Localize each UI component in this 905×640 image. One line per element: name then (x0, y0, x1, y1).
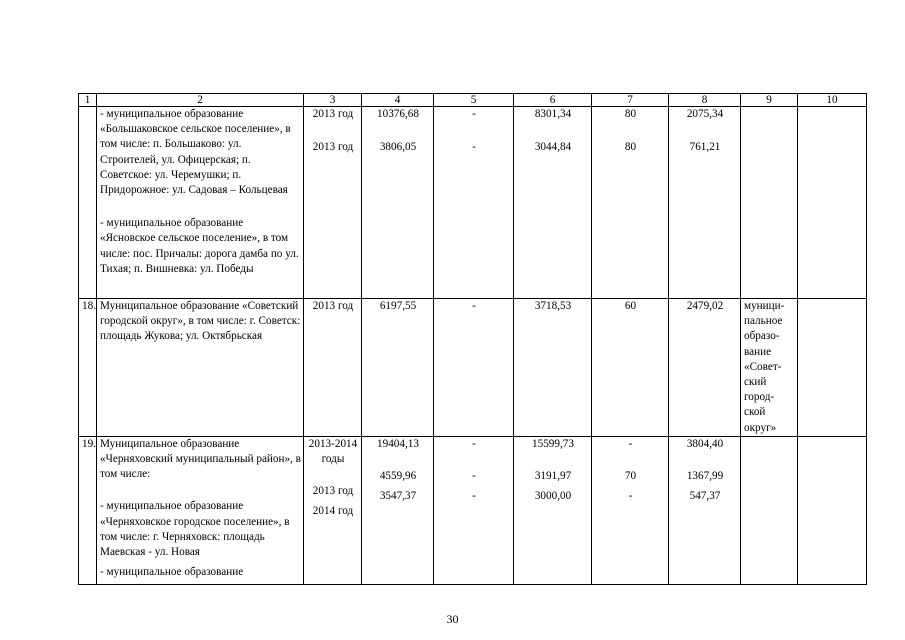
col5-value: - (472, 437, 476, 450)
period-cell (304, 436, 362, 584)
col7-value: - (628, 490, 633, 503)
total-cell (362, 436, 434, 584)
total-value: 3547,37 (379, 490, 417, 503)
col8-value: 547,37 (689, 490, 721, 503)
period: 2013 год (312, 141, 354, 154)
recipient-cell (741, 107, 798, 299)
col7-value: 80 (624, 108, 637, 120)
col6-value: 3000,00 (534, 490, 572, 503)
total-value: 3806,05 (379, 141, 417, 154)
header-cell: 2 (97, 94, 304, 107)
total-cell (362, 107, 434, 299)
col7-cell (592, 299, 669, 437)
table-row (79, 107, 867, 299)
total-value: 10376,68 (377, 108, 419, 120)
col7-cell (592, 436, 669, 584)
col8-value: 2075,34 (686, 108, 724, 120)
table-row (79, 299, 867, 437)
col8-cell (669, 107, 741, 299)
header-cell: 8 (669, 94, 741, 107)
period-cell (304, 107, 362, 299)
col6-value: 15599,73 (532, 437, 574, 450)
col5-value: - (472, 300, 476, 312)
col5-value: - (472, 108, 476, 120)
header-cell: 1 (79, 94, 97, 107)
header-cell: 3 (304, 94, 362, 107)
col10-cell (798, 299, 867, 437)
col8-value: 761,21 (689, 141, 721, 154)
col6-cell (514, 436, 592, 584)
col7-value: 70 (624, 470, 637, 483)
table-row (79, 436, 867, 584)
col8-value: 3804,40 (686, 437, 724, 450)
header-cell: 9 (741, 94, 798, 107)
col8-value: 1367,99 (686, 470, 724, 483)
col7-value: - (628, 437, 633, 450)
col5-value: - (472, 470, 476, 483)
col10-cell (798, 436, 867, 584)
col8-cell (669, 299, 741, 437)
period: 2013 год (312, 300, 354, 312)
col7-value: 60 (624, 300, 637, 312)
col7-cell (592, 107, 669, 299)
col5-cell (434, 107, 514, 299)
budget-table (78, 93, 867, 585)
page-number: 30 (446, 612, 459, 626)
col6-value: 3044,84 (534, 141, 572, 154)
period: 2013 год (312, 485, 354, 498)
row-number: 18. (79, 299, 97, 437)
header-cell: 4 (362, 94, 434, 107)
entity-name: Муниципальное образование «Черняховский муниципальный район», в том числе: (100, 437, 301, 481)
col5-cell (434, 299, 514, 437)
entity-name: - муниципальное образование «Черняховское городское поселение», в том числе: г. Черняховск: площадь Маевская - ул. Новая (100, 500, 290, 559)
entity-name-cell (97, 436, 304, 584)
entity-name: Муниципальное образование «Советский городской округ», в том числе: г. Советск: площадь Жукова; ул. Октябрьская (100, 300, 301, 343)
col5-value: - (472, 490, 476, 503)
period-cell (304, 299, 362, 437)
recipient-cell: муници-пальное образо-вание «Совет-ский город-ской округ» (741, 299, 798, 437)
entity-name-cell (97, 299, 304, 437)
col6-cell (514, 299, 592, 437)
total-cell (362, 299, 434, 437)
col7-value: 80 (624, 141, 637, 154)
period: 2013 год (312, 108, 354, 120)
header-row (79, 94, 867, 107)
header-cell: 5 (434, 94, 514, 107)
col8-cell (669, 436, 741, 584)
col6-value: 3718,53 (534, 300, 572, 312)
entity-name: - муниципальное образование (100, 566, 244, 579)
period: 2014 год (312, 505, 354, 518)
col5-cell (434, 436, 514, 584)
header-cell: 10 (798, 94, 867, 107)
col8-value: 2479,02 (686, 300, 724, 312)
col6-value: 3191,97 (534, 470, 572, 483)
total-value: 19404,13 (377, 437, 419, 450)
col6-cell (514, 107, 592, 299)
total-value: 4559,96 (379, 470, 417, 483)
total-value: 6197,55 (379, 300, 417, 312)
header-cell: 7 (592, 94, 669, 107)
entity-name: - муниципальное образование «Большаковское сельское поселение», в том числе: п. Большаково: ул. Строителей, ул. Офицерская; п. Советское: ул. Черемушки; п. Придорожное: ул. Садовая – Кольцевая (100, 108, 291, 197)
col5-value: - (472, 141, 476, 154)
col6-value: 8301,34 (534, 108, 572, 120)
recipient-cell (741, 436, 798, 584)
row-number (79, 107, 97, 299)
row-number: 19. (79, 436, 97, 584)
period: 2013-2014 годы (308, 437, 358, 466)
header-cell: 6 (514, 94, 592, 107)
col10-cell (798, 107, 867, 299)
entity-name-cell (97, 107, 304, 299)
entity-name: - муниципальное образование «Ясновское сельское поселение», в том числе: пос. Причалы: дорога дамба по ул. Тихая; п. Вишневка: ул. Победы (100, 217, 299, 275)
